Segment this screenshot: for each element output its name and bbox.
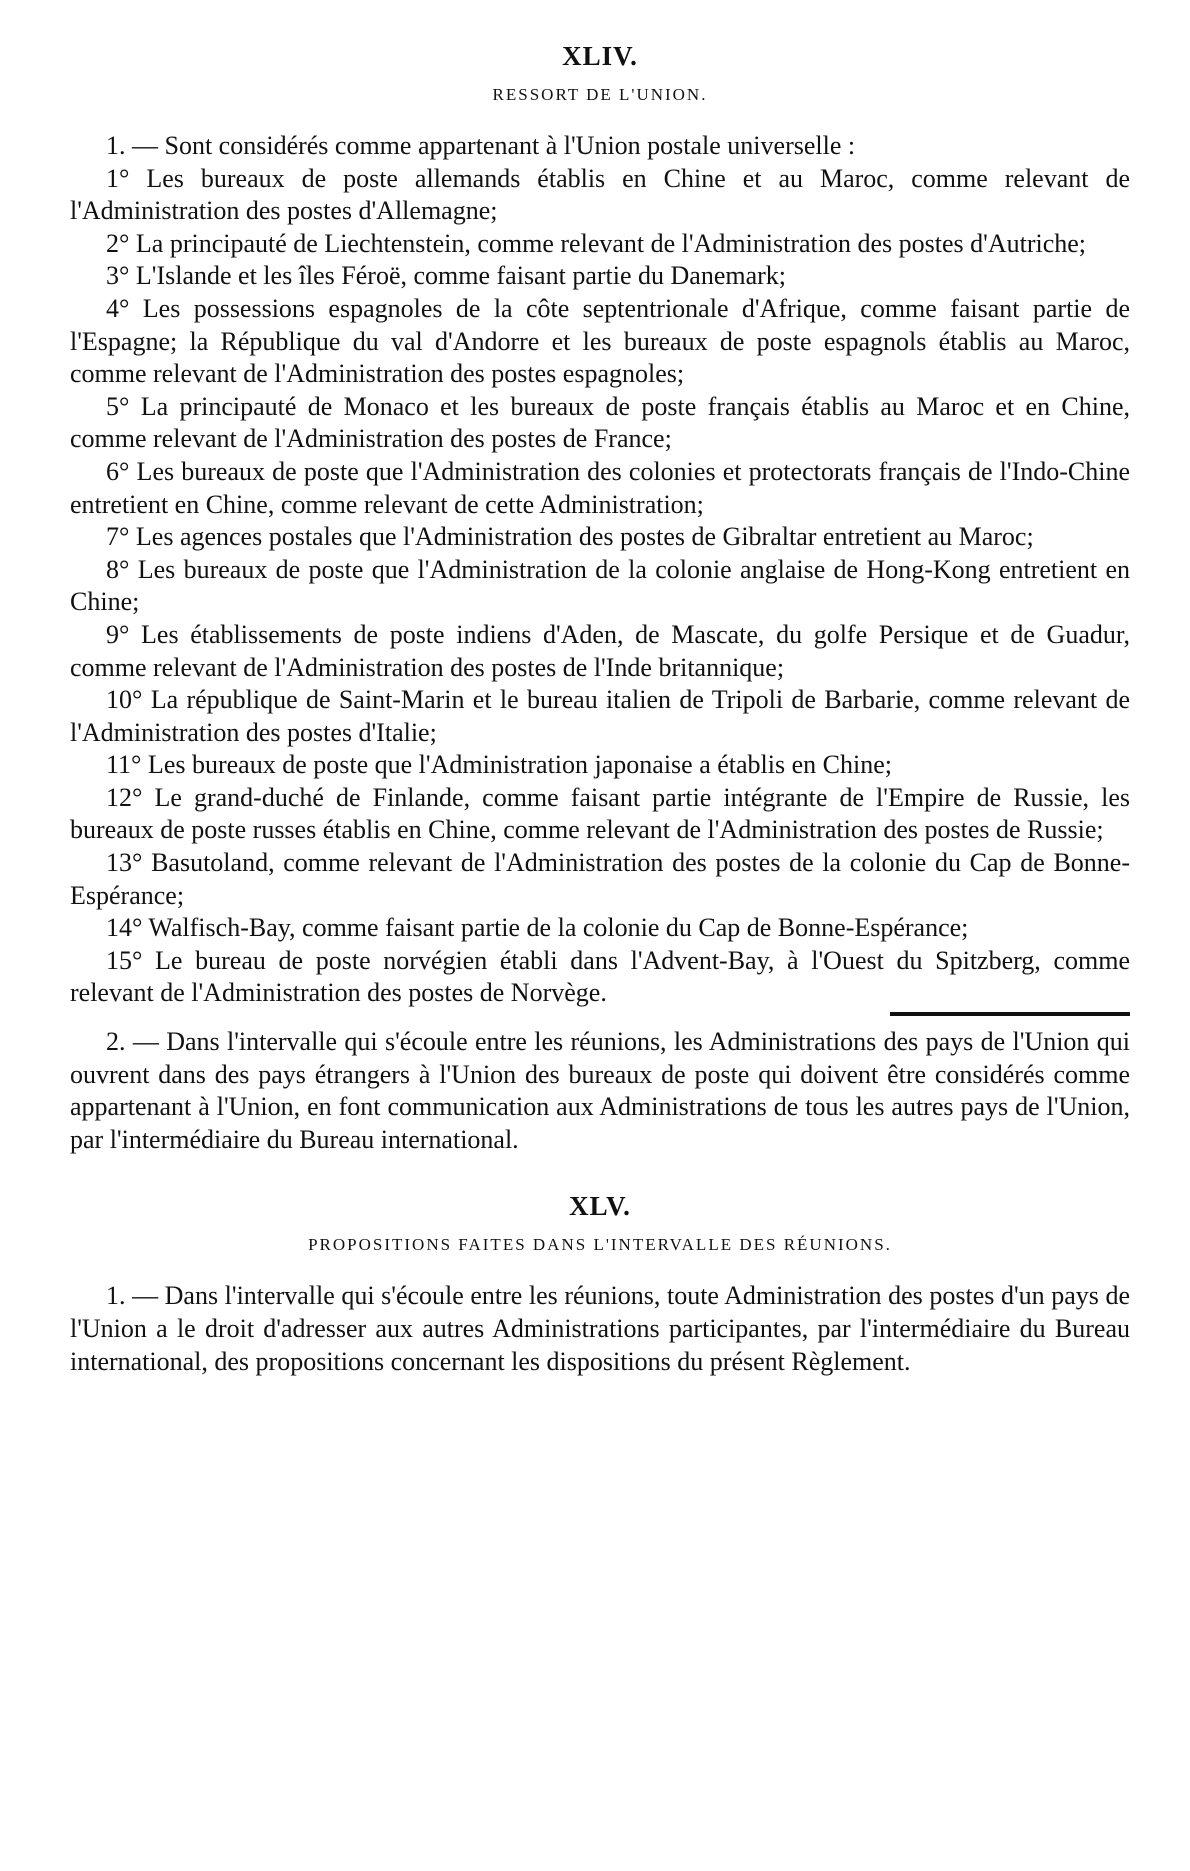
list-item: 3° L'Islande et les îles Féroë, comme faisant partie du Danemark; [106,261,787,291]
list-item: 13° Basutoland, comme relevant de l'Administration des postes de la colonie du Cap de Bonne-Espérance; [70,848,1130,910]
list-item: 9° Les établissements de poste indiens d'Aden, de Mascate, du golfe Persique et de Guadur, comme relevant de l'Administration des postes de l'Inde britannique; [70,619,1130,682]
list-item: 15° Le bureau de poste norvégien établi dans l'Advent-Bay, à l'Ouest du Spitzberg, comme relevant de l'Administration des postes de Norvège. [70,945,1130,1008]
list-item: 10° La république de Saint-Marin et le bureau italien de Tripoli de Barbarie, comme relevant de l'Administration des postes d'Italie; [70,685,1130,747]
list-item: 8° Les bureaux de poste que l'Administration de la colonie anglaise de Hong-Kong entretient en Chine; [70,554,1130,617]
document-page [70,40,1130,1378]
list-item: 6° Les bureaux de poste que l'Administration des colonies et protectorats français de l'Indo-Chine entretient en Chine, comme relevant de cette Administration; [70,456,1130,519]
list-item: 14° Walfisch-Bay, comme faisant partie de la colonie du Cap de Bonne-Espérance; [106,913,969,943]
list-item: 4° Les possessions espagnoles de la côte septentrionale d'Afrique, comme faisant partie de l'Espagne; la République du val d'Andorre et les bureaux de poste espagnols établis au Maroc, comme relevant de l'Administration des postes espagnoles; [70,293,1130,389]
article-1-intro: 1. — Sont considérés comme appartenant à l'Union postale universelle : [106,131,856,160]
list-item: 1° Les bureaux de poste allemands établis en Chine et au Maroc, comme relevant de l'Administration des postes d'Allemagne; [70,163,1130,226]
list-item: 5° La principauté de Monaco et les bureaux de poste français établis au Maroc et en Chine, comme relevant de l'Administration des postes de France; [70,391,1130,454]
article-2: 2. — Dans l'intervalle qui s'écoule entre les réunions, les Administrations des pays de l'Union qui ouvrent dans des pays étrangers à l'Union des bureaux de poste qui doivent être considérés comme appartenant à l'Union, en font communication aux Administrations de tous les autres pays de l'Union, par l'intermédiaire du Bureau international. [70,1027,1130,1154]
section-gap [70,1156,1130,1190]
list-item: 11° Les bureaux de poste que l'Administration japonaise a établis en Chine; [106,750,892,780]
section-title-xlv: XLV. [569,1191,631,1222]
section-divider [890,1012,1130,1016]
article-1-xlv: 1. — Dans l'intervalle qui s'écoule entre les réunions, toute Administration des postes d'un pays de l'Union a le droit d'adresser aux autres Administrations participantes, par l'intermédiaire du Bureau international, des propositions concernant les dispositions du présent Règlement. [70,1281,1130,1376]
section-subtitle-xliv: RESSORT DE L'UNION. [492,85,708,104]
section-subtitle-xlv: PROPOSITIONS FAITES DANS L'INTERVALLE DES RÉUNIONS. [308,1235,892,1255]
section-title-xliv: XLIV. [562,41,638,71]
list-item: 7° Les agences postales que l'Administration des postes de Gibraltar entretient au Maroc; [106,522,1034,552]
list-item: 12° Le grand-duché de Finlande, comme faisant partie intégrante de l'Empire de Russie, les bureaux de poste russes établis en Chine, comme relevant de l'Administration des postes de Russie; [70,782,1130,845]
list-item: 2° La principauté de Liechtenstein, comme relevant de l'Administration des postes d'Autriche; [106,228,1087,258]
